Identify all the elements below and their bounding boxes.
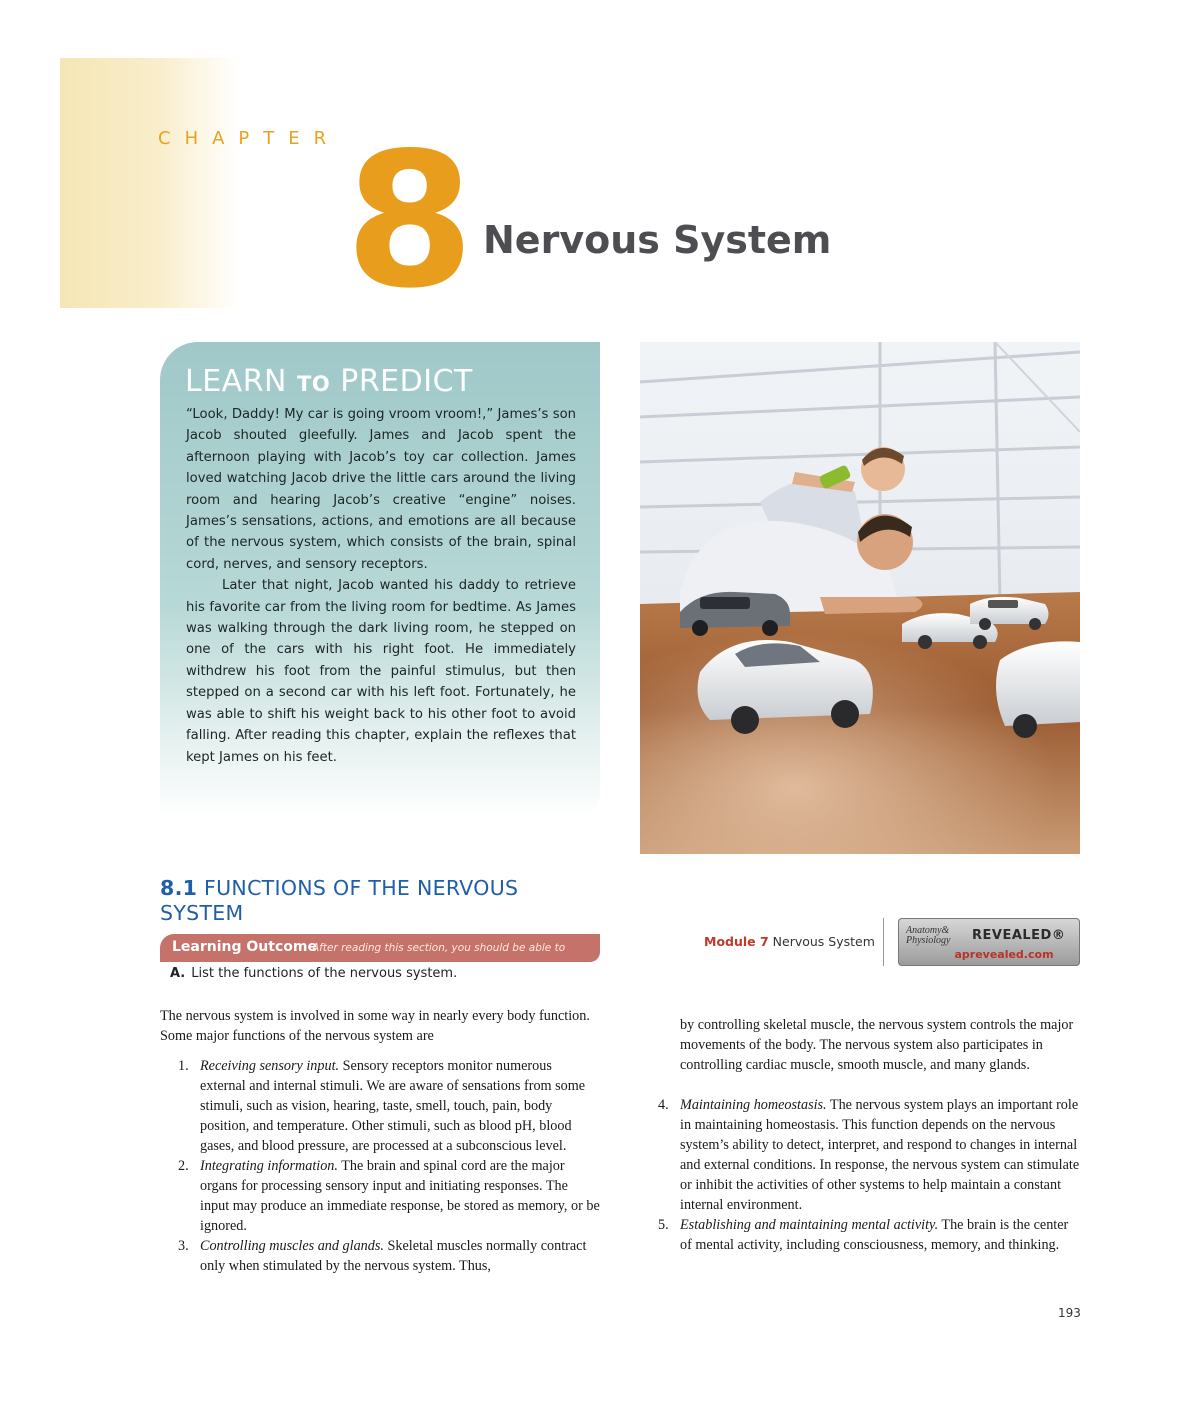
list-number: 2. <box>178 1158 189 1174</box>
chapter-label: CHAPTER <box>158 128 341 149</box>
module-label: Module 7 <box>704 934 769 949</box>
list-item <box>640 1095 1080 1215</box>
list-number: 4. <box>658 1097 669 1113</box>
list-item-title: Establishing and maintaining mental activity. <box>680 1217 939 1233</box>
learn-to-predict-text <box>186 404 576 768</box>
list-item <box>160 1056 600 1156</box>
page-number: 193 <box>1058 1306 1081 1320</box>
list-item-title: Controlling muscles and glands. <box>200 1238 384 1254</box>
outcome-letter: A. <box>170 966 186 981</box>
list-number: 3. <box>178 1238 189 1254</box>
section-title: FUNCTIONS OF THE NERVOUS SYSTEM <box>160 876 519 925</box>
heading-learn: LEARN <box>185 364 298 399</box>
list-item-text: Skeletal muscles normally contract only when stimulated by the nervous system. Thus, <box>200 1238 587 1274</box>
revealed-logo-text: REVEALED® <box>972 928 1066 943</box>
module-divider <box>883 918 884 966</box>
list-item-text: The brain and spinal cord are the major organs for processing sensory input and initiating responses. The input may produce an immediate response, be stored as memory, or be ignored. <box>200 1158 600 1234</box>
list-item <box>160 1156 600 1236</box>
ap-logo-text <box>906 926 950 946</box>
chapter-title: Nervous System <box>483 218 832 262</box>
list-item <box>640 1215 1080 1255</box>
ltp-paragraph: Later that night, Jacob wanted his daddy to retrieve his favorite car from the living room for bedtime. As James was walking through the dark living room, he stepped on one of the cars with his right foot. He immediately withdrew his foot from the painful stimulus, but then stepped on a second car with his left foot. Fortunately, he was able to shift his weight back to his other foot to avoid falling. After reading this chapter, explain the reflexes that kept James on his feet. <box>186 578 576 765</box>
module-reference <box>704 934 875 949</box>
list-item-continuation: by controlling skeletal muscle, the nervous system controls the major movements of the body. The nervous system also participates in controlling cardiac muscle, smooth muscle, and many glands. <box>680 1017 1074 1073</box>
module-name: Nervous System <box>768 934 875 949</box>
list-item-text: The brain is the center of mental activity, including consciousness, memory, and thinking. <box>680 1217 1069 1253</box>
ltp-paragraph: “Look, Daddy! My car is going vroom vroom!,” James’s son Jacob shouted gleefully. James and Jacob spent the afternoon playing with Jacob’s toy car collection. James loved watching Jacob drive the little cars around the living room and hearing Jacob’s creative “engine” noises. James’s sensations, actions, and emotions are all because of the nervous system, which consists of the brain, spinal cord, nerves, and sensory receptors. <box>186 407 576 572</box>
chapter-opening-photo <box>640 342 1080 854</box>
list-item-text: Sensory receptors monitor numerous external and internal stimuli. We are aware of sensations from some stimuli, such as vision, hearing, taste, smell, touch, pain, body position, and temperature. Other stimuli, such as blood pH, blood gases, and blood pressure, are processed at a subconscious level. <box>200 1058 586 1154</box>
outcome-text: List the functions of the nervous system. <box>191 966 458 981</box>
learn-to-predict-heading <box>185 364 473 399</box>
section-number: 8.1 <box>160 876 198 900</box>
ap-revealed-logo[interactable] <box>898 918 1080 966</box>
functions-list-left <box>160 1056 600 1276</box>
learning-outcome-label: Learning Outcome <box>172 939 317 955</box>
heading-to: TO <box>297 372 331 396</box>
ap-revealed-url[interactable]: aprevealed.com <box>954 948 1054 961</box>
list-item-title: Receiving sensory input. <box>200 1058 340 1074</box>
section-intro-paragraph: The nervous system is involved in some way in nearly every body function. Some major functions of the nervous system are <box>160 1008 590 1044</box>
list-number: 5. <box>658 1217 669 1233</box>
chapter-number: 8 <box>345 112 471 329</box>
learning-outcome-bar <box>160 934 600 962</box>
list-item-title: Maintaining homeostasis. <box>680 1097 827 1113</box>
ap-logo-line2: Physiology <box>906 935 951 946</box>
list-item-text: The nervous system plays an important role in maintaining homeostasis. This function depends on the nervous system’s ability to detect, interpret, and respond to changes in internal and external conditions. In response, the nervous system can stimulate or inhibit the activities of other systems to help maintain a constant internal environment. <box>680 1097 1080 1213</box>
list-number: 1. <box>178 1058 189 1074</box>
learning-outcome-item <box>170 966 457 981</box>
list-item-title: Integrating information. <box>200 1158 338 1174</box>
ap-logo-line1: Anatomy& <box>906 925 950 936</box>
section-heading <box>160 876 600 926</box>
list-item <box>160 1236 600 1276</box>
chapter-header-band <box>60 58 240 308</box>
functions-list-right <box>640 1095 1080 1255</box>
learning-outcome-intro: After reading this section, you should be able to <box>312 942 566 954</box>
heading-predict: PREDICT <box>330 364 473 399</box>
